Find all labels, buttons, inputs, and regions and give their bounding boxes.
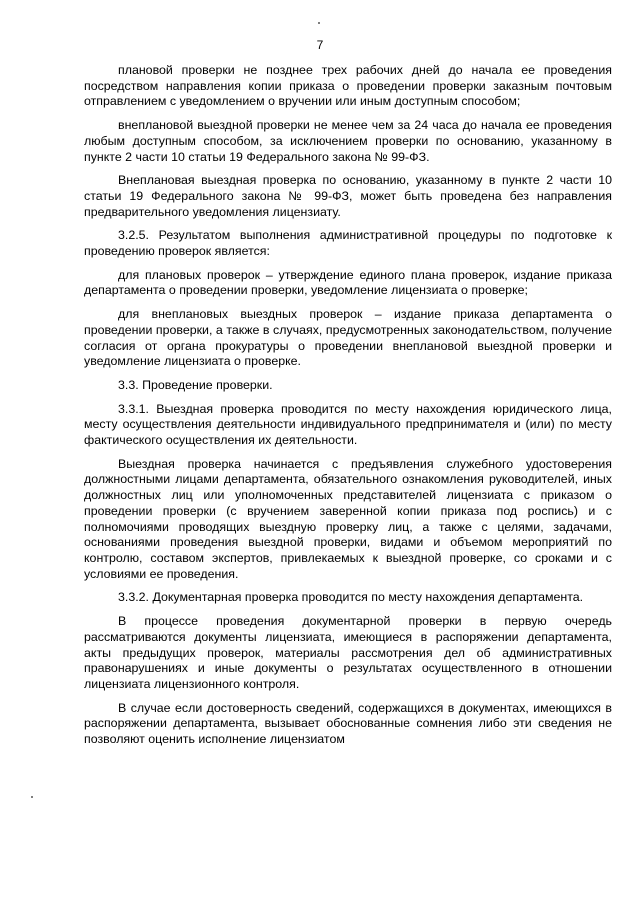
paragraph-3-3-1: 3.3.1. Выездная проверка проводится по месту нахождения юридического лица, месту осуществления деятельности индивидуального предпринимателя и (или) по месту фактического осуществления их деятельности. <box>84 401 612 448</box>
paragraph-unscheduled-notice: внеплановой выездной проверки не менее чем за 24 часа до начала ее проведения любым доступным способом, за исключением проверки по основанию, указанному в пункте 2 части 10 статьи 19 Федерального закона № 99-ФЗ. <box>84 118 612 164</box>
scan-speck <box>318 22 320 24</box>
paragraph-3-3-2: 3.3.2. Документарная проверка проводится по месту нахождения департамента. <box>118 590 584 605</box>
paragraph-3-2-5: 3.2.5. Результатом выполнения административной процедуры по подготовке к проведению проверок является: <box>84 228 612 259</box>
scan-speck <box>31 796 33 798</box>
document-body <box>84 63 612 756</box>
paragraph-scheduled-notice: плановой проверки не позднее трех рабочих дней до начала ее проведения посредством направления копии приказа о проведении проверки заказным почтовым отправлением с уведомлением о вручении или иным доступным способом; <box>84 63 612 109</box>
page-number: 7 <box>316 38 324 52</box>
paragraph-documentary-process: В процессе проведения документарной проверки в первую очередь рассматриваются документы лицензиата, имеющиеся в распоряжении департамента, акты предыдущих проверок, материалы рассмотрения дел об административных правонарушениях и иные документы о результатах осуществленного в отношении лицензиата лицензионного контроля. <box>84 614 612 691</box>
paragraph-unscheduled-result: для внеплановых выездных проверок – издание приказа департамента о проведении проверки, а также в случаях, предусмотренных законодательством, получение согласия от органа прокуратуры о проведении внеплановой выездной проверки и уведомление лицензиата о проверке. <box>84 307 612 369</box>
paragraph-no-prior-notice: Внеплановая выездная проверка по основанию, указанному в пункте 2 части 10 статьи 19 Федерального закона № 99-ФЗ, может быть проведена без направления предварительного уведомления лицензиату. <box>84 173 612 219</box>
paragraph-scheduled-result: для плановых проверок – утверждение единого плана проверок, издание приказа департамента о проведении проверки, уведомление лицензиата о проверке; <box>84 267 612 298</box>
paragraph-3-3-heading: 3.3. Проведение проверки. <box>118 377 273 392</box>
paragraph-onsite-start: Выездная проверка начинается с предъявления служебного удостоверения должностными лицами департамента, обязательного ознакомления руководителей, иных должностных лиц или уполномоченных представителей лицензиата с приказом о проведении проверки (с вручением заверенной копии приказа под роспись) и с полномочиями проводящих выездную проверку лиц, а также с целями, задачами, основаниями проведения выездной проверки, видами и объемом мероприятий по контролю, составом экспертов, привлекаемых к выездной проверке, со сроками и с условиями ее проведения. <box>84 456 612 581</box>
paragraph-reliability-doubts: В случае если достоверность сведений, содержащихся в документах, имеющихся в распоряжении департамента, вызывает обоснованные сомнения либо эти сведения не позволяют оценить исполнение лицензиатом <box>84 700 612 747</box>
